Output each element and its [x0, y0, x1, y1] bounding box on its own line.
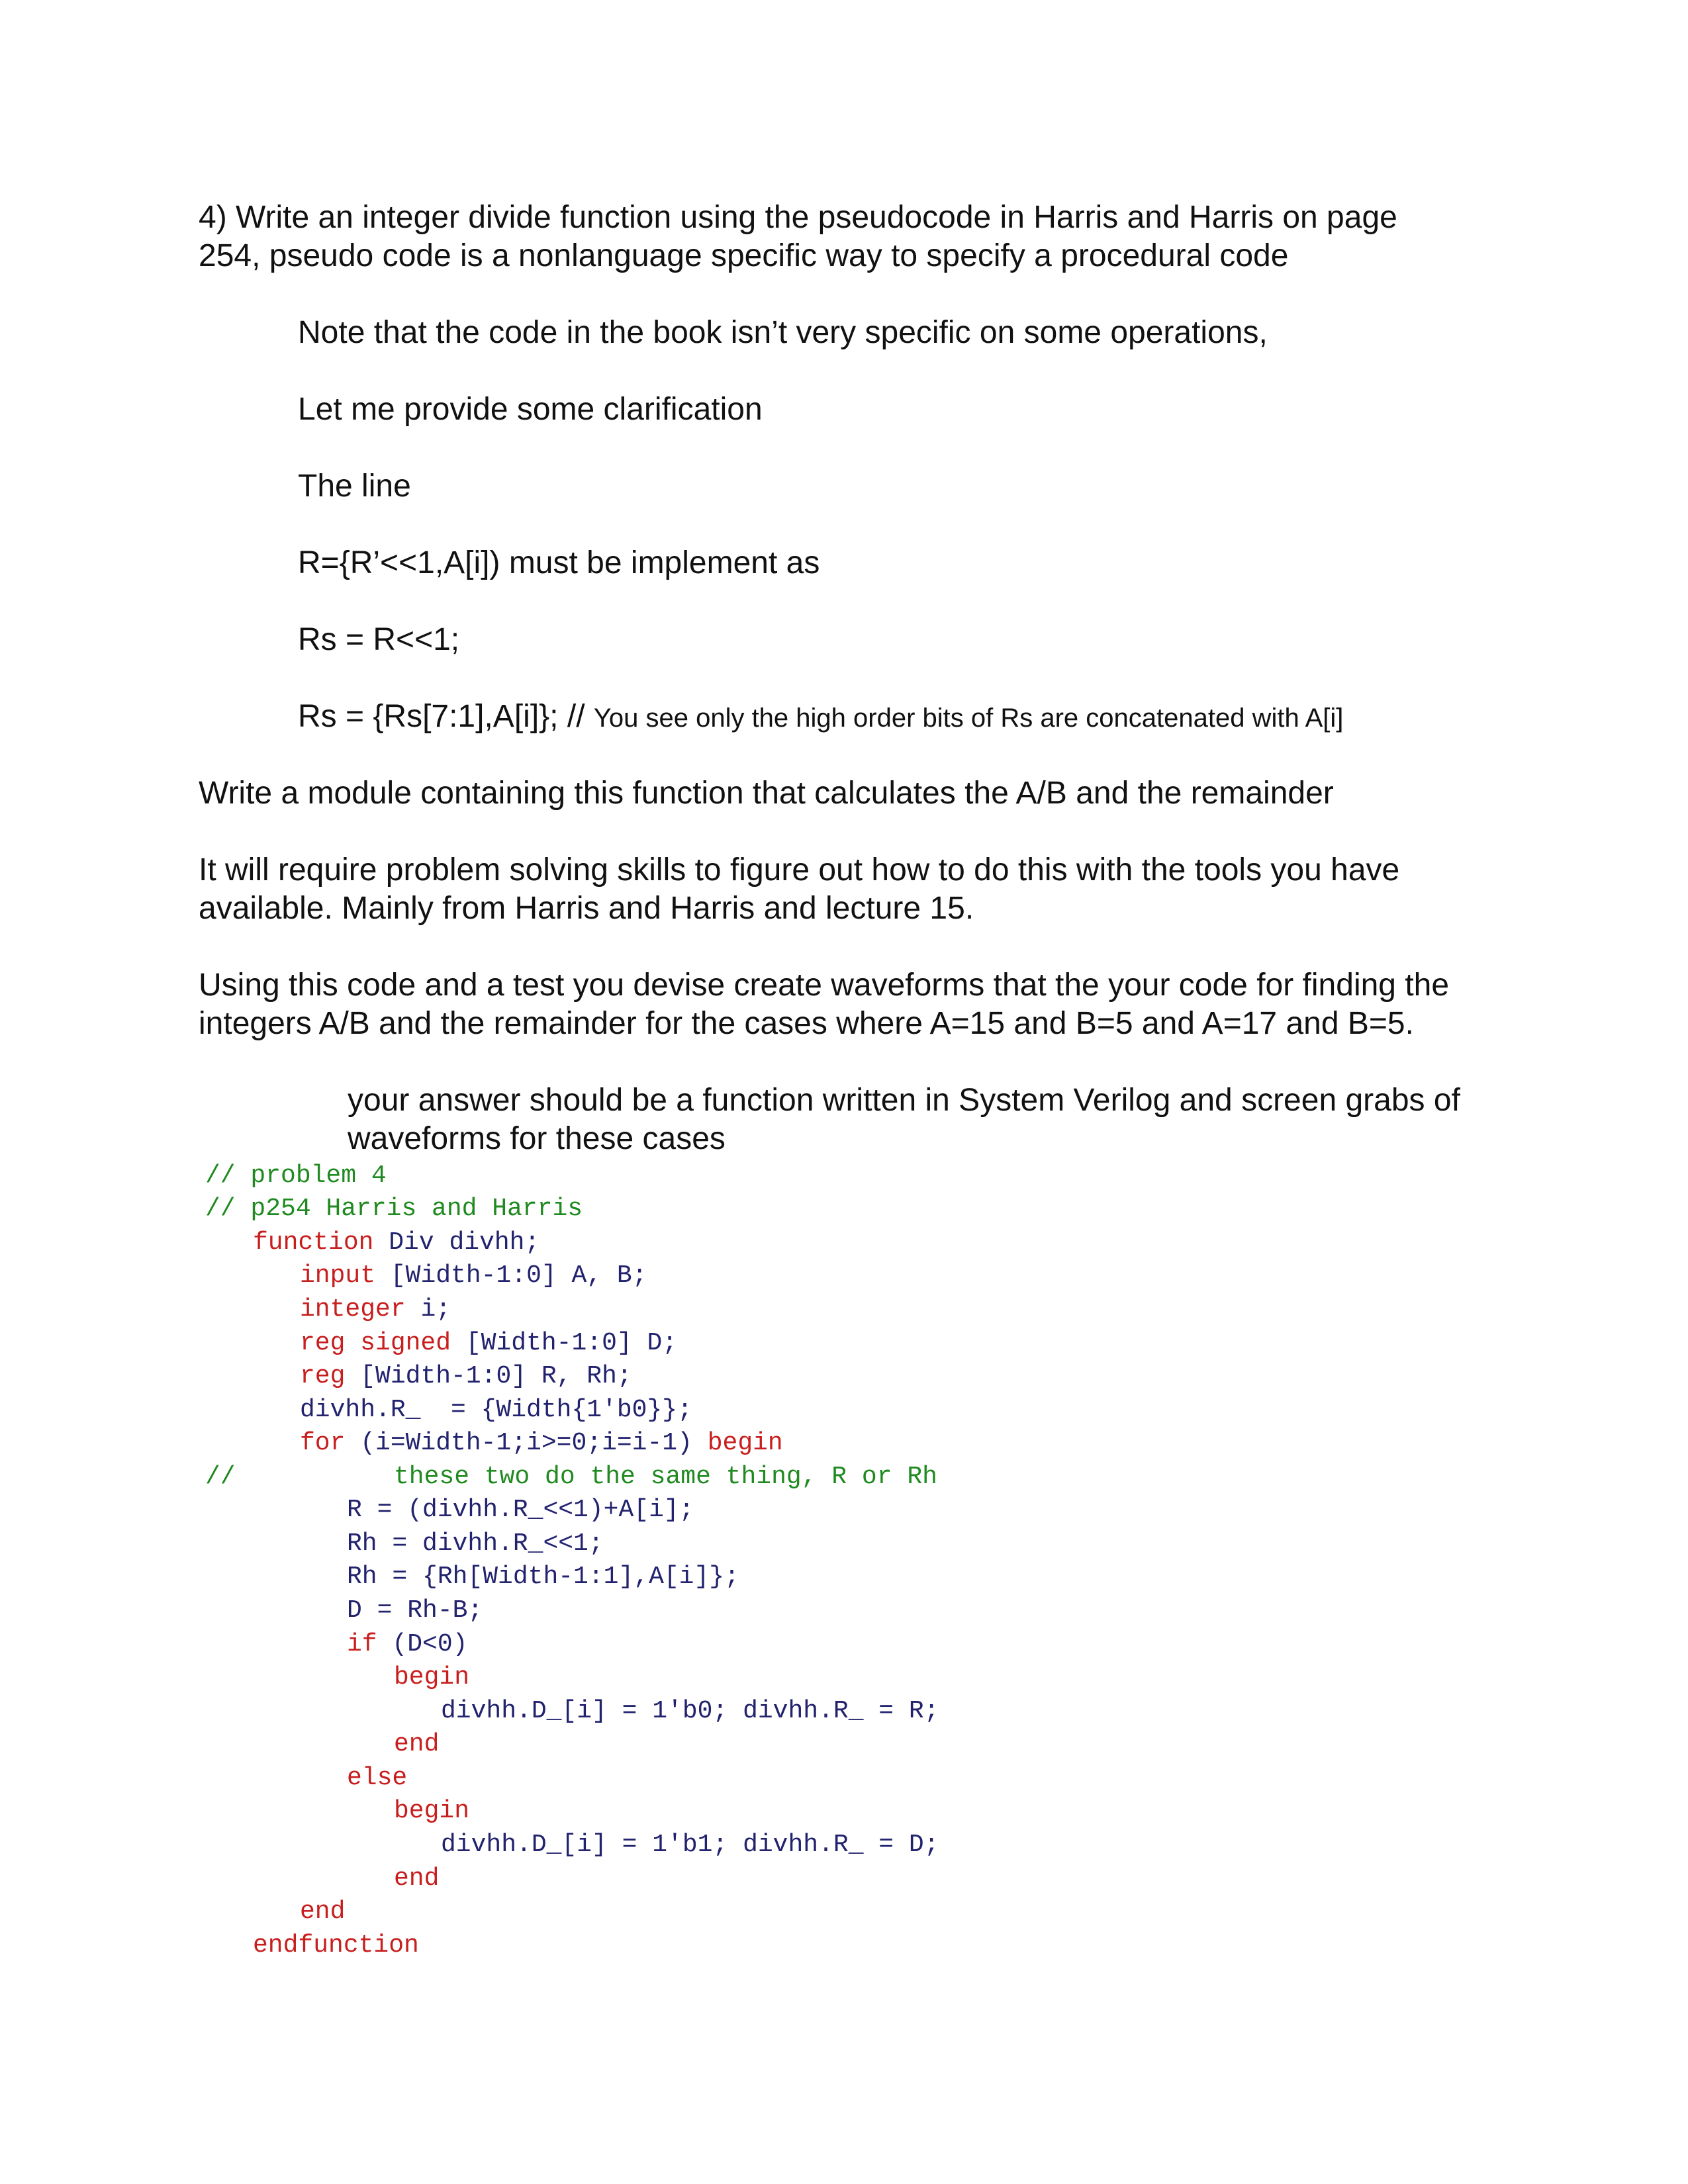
code-line-7: [300, 1360, 632, 1394]
code-line-24: [253, 1929, 419, 1963]
note-3: The line: [298, 469, 411, 504]
code-keyword: begin: [707, 1429, 783, 1457]
paragraph-waveforms-line-1: Using this code and a test you devise create waveforms that the your code for finding the: [199, 968, 1450, 1003]
code-line-8: [300, 1394, 692, 1428]
code-keyword: function: [253, 1228, 374, 1257]
code-text: Rh = {Rh[Width-1:1],A[i]};: [347, 1563, 739, 1591]
code-line-20: [394, 1795, 469, 1829]
code-line-4: [300, 1259, 647, 1293]
code-text: R = (divhh.R_<<1)+A[i];: [347, 1496, 694, 1524]
code-text: (i=Width-1;i>=0;i=i-1): [345, 1429, 708, 1457]
code-line-12: [347, 1527, 604, 1561]
code-text: i;: [405, 1295, 451, 1324]
code-text: (D<0): [377, 1630, 468, 1659]
paragraph-module: Write a module containing this function that calculates the A/B and the remainder: [199, 776, 1334, 811]
code-text: Rh = divhh.R_<<1;: [347, 1529, 604, 1558]
code-keyword: begin: [394, 1797, 470, 1825]
code-keyword: for: [300, 1429, 346, 1457]
code-text: D = Rh-B;: [347, 1596, 483, 1625]
code-line-10: [205, 1461, 236, 1494]
code-comment: // problem 4: [205, 1161, 387, 1190]
note-6-main: Rs = {Rs[7:1],A[i]}; //: [298, 699, 594, 734]
code-line-2: [205, 1193, 583, 1226]
code-line-22: [394, 1862, 439, 1896]
answer-line-1: your answer should be a function written in System Verilog and screen grabs of: [348, 1083, 1460, 1118]
problem-line-2: 254, pseudo code is a nonlanguage specific way to specify a procedural code: [199, 238, 1289, 273]
code-keyword: begin: [394, 1663, 470, 1692]
code-comment: //: [205, 1463, 236, 1491]
paragraph-waveforms-line-2: integers A/B and the remainder for the cases where A=15 and B=5 and A=17 and B=5.: [199, 1006, 1414, 1041]
code-text: [Width-1:0] A, B;: [375, 1261, 647, 1290]
code-text: Div divhh;: [373, 1228, 540, 1257]
note-2: Let me provide some clarification: [298, 392, 763, 427]
code-line-11: [347, 1494, 694, 1527]
note-6-comment: You see only the high order bits of Rs are concatenated with A[i]: [593, 704, 1344, 733]
code-keyword: end: [394, 1864, 440, 1893]
code-keyword: reg signed: [300, 1329, 451, 1357]
code-text: divhh.R_ = {Width{1'b0}};: [300, 1396, 692, 1424]
code-keyword: reg: [300, 1362, 346, 1390]
code-line-19: [347, 1762, 407, 1796]
code-keyword: if: [347, 1630, 377, 1659]
code-line-10-comment: [394, 1461, 937, 1494]
code-line-21: [441, 1829, 939, 1862]
code-text: divhh.D_[i] = 1'b0; divhh.R_ = R;: [441, 1697, 939, 1725]
code-text: divhh.D_[i] = 1'b1; divhh.R_ = D;: [441, 1831, 939, 1859]
code-line-23: [300, 1895, 345, 1929]
code-comment: // p254 Harris and Harris: [205, 1195, 583, 1223]
code-line-1: [205, 1160, 387, 1193]
code-keyword: end: [300, 1897, 346, 1926]
code-line-5: [300, 1293, 451, 1327]
code-line-15: [347, 1628, 467, 1662]
code-comment: these two do the same thing, R or Rh: [394, 1463, 937, 1491]
code-keyword: input: [300, 1261, 376, 1290]
answer-line-2: waveforms for these cases: [348, 1121, 726, 1156]
note-1: Note that the code in the book isn’t very specific on some operations,: [298, 315, 1268, 350]
note-6: [298, 698, 1343, 737]
code-keyword: integer: [300, 1295, 406, 1324]
code-line-14: [347, 1594, 483, 1628]
code-line-6: [300, 1327, 677, 1361]
code-text: [Width-1:0] D;: [451, 1329, 678, 1357]
code-keyword: endfunction: [253, 1931, 419, 1960]
code-line-17: [441, 1695, 939, 1729]
code-line-3: [253, 1226, 539, 1260]
code-line-9: [300, 1427, 783, 1461]
code-line-18: [394, 1728, 439, 1762]
code-text: [Width-1:0] R, Rh;: [345, 1362, 632, 1390]
code-line-13: [347, 1561, 739, 1594]
code-keyword: end: [394, 1730, 440, 1758]
note-5: Rs = R<<1;: [298, 622, 460, 657]
code-keyword: else: [347, 1764, 408, 1792]
code-line-16: [394, 1661, 469, 1695]
note-4: R={R’<<1,A[i]) must be implement as: [298, 545, 820, 580]
paragraph-skills-line-1: It will require problem solving skills to figure out how to do this with the tools you have: [199, 852, 1400, 887]
problem-line-1: 4) Write an integer divide function using the pseudocode in Harris and Harris on page: [199, 200, 1397, 235]
paragraph-skills-line-2: available. Mainly from Harris and Harris and lecture 15.: [199, 891, 974, 926]
